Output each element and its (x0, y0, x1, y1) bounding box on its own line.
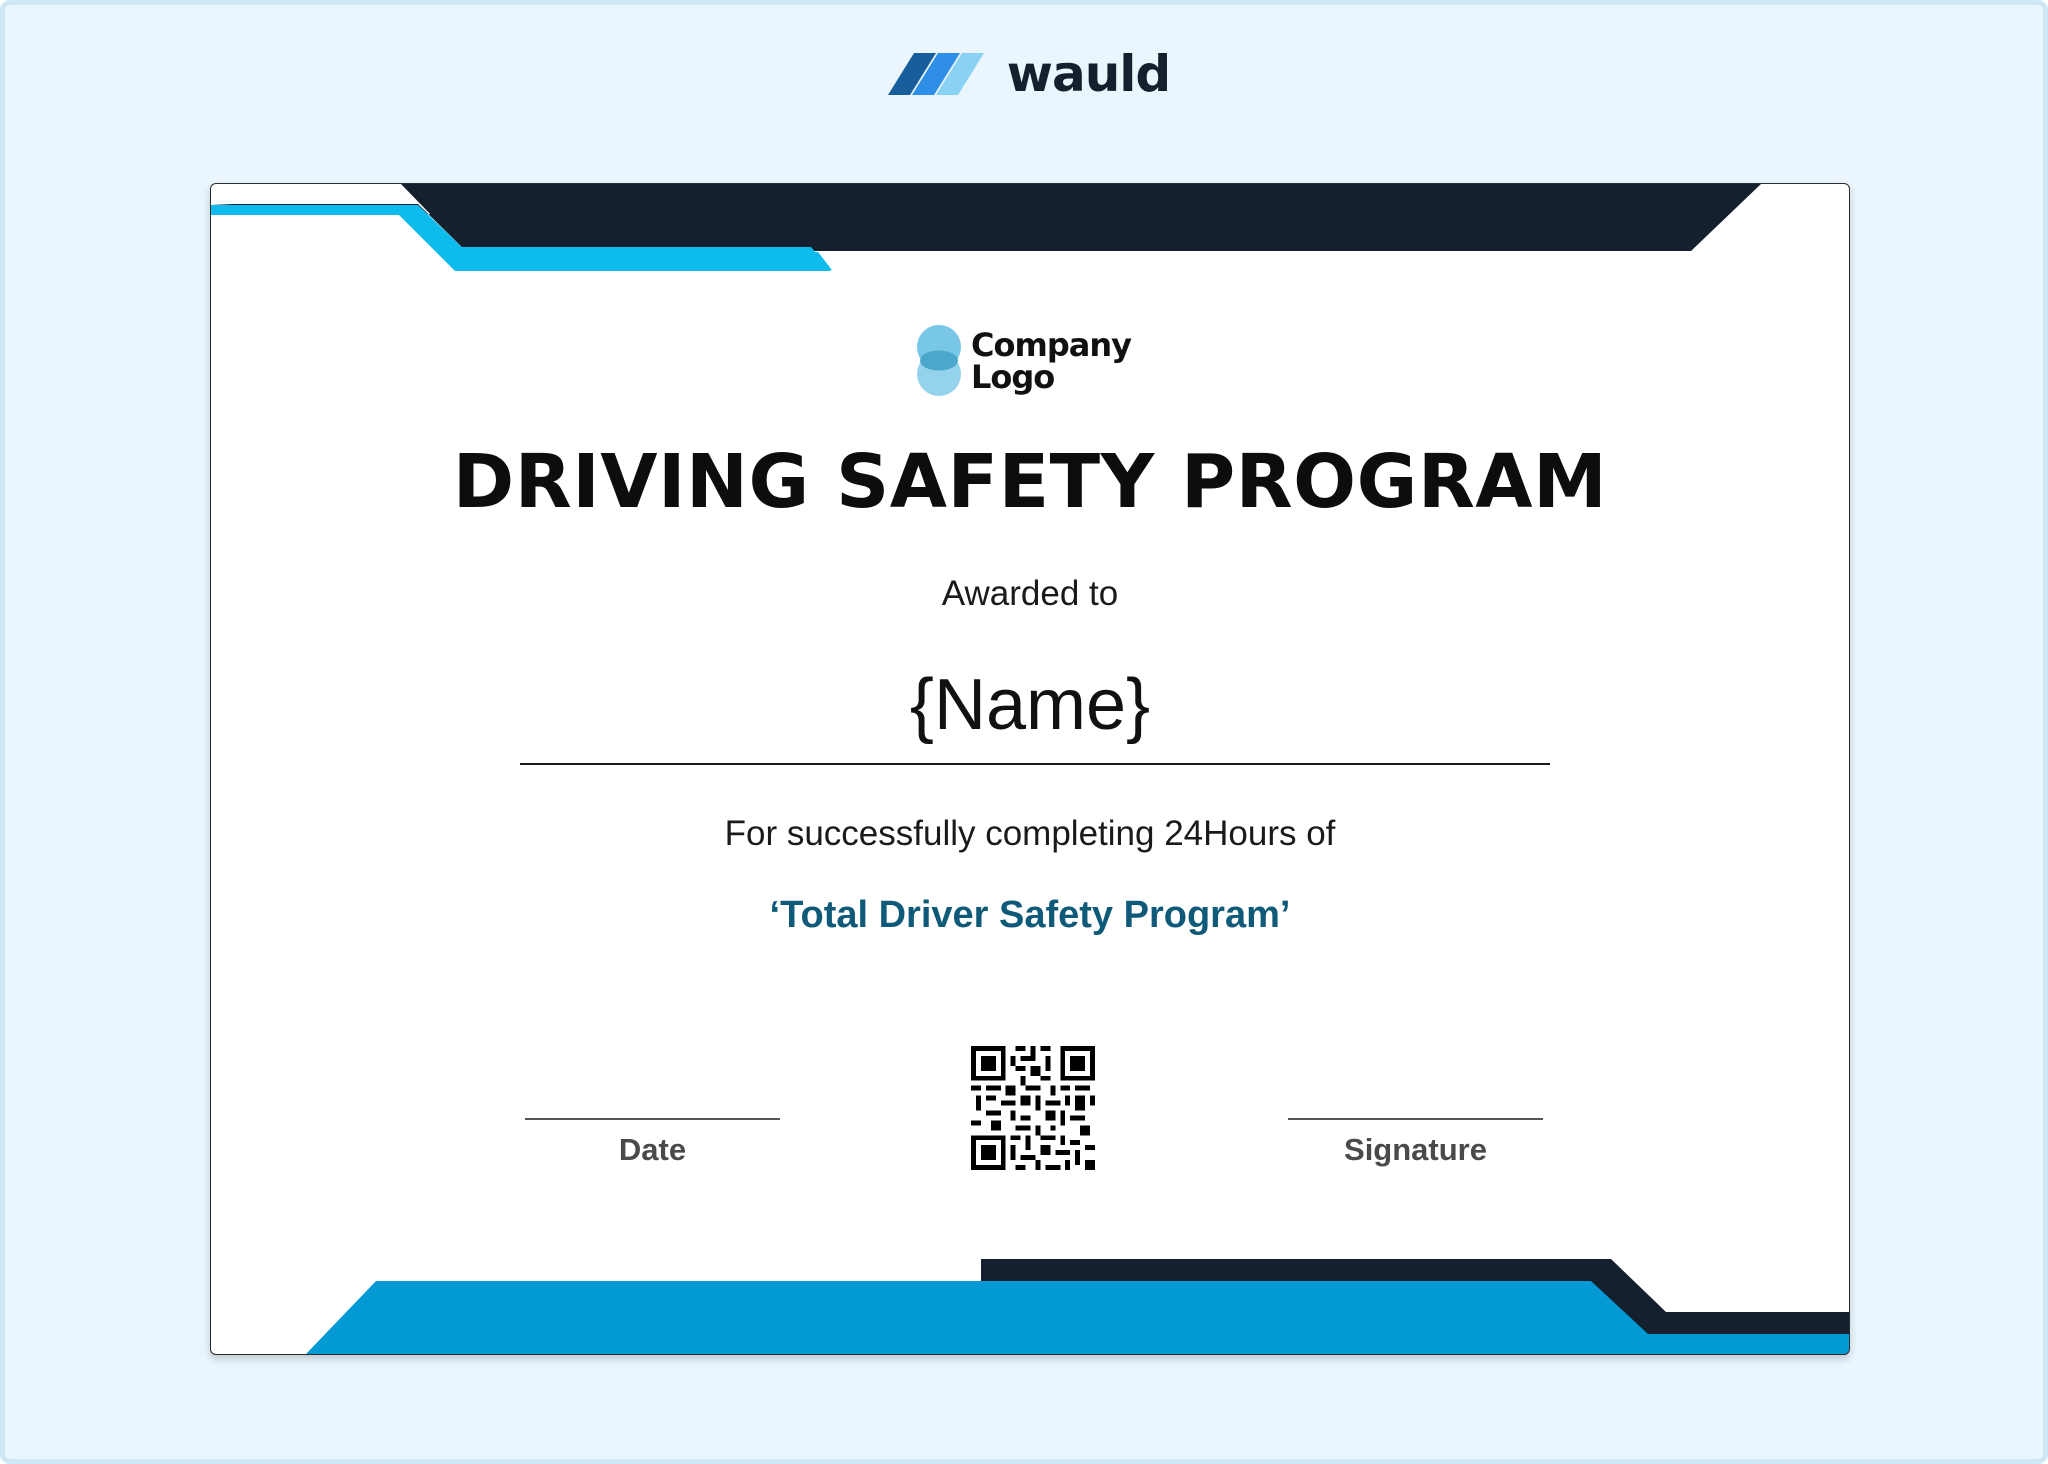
qr-code-icon (971, 1046, 1095, 1170)
signature-label: Signature (1344, 1132, 1487, 1167)
company-logo-line2: Logo (971, 358, 1055, 396)
course-name: ‘Total Driver Safety Program’ (769, 894, 1291, 936)
completion-text: For successfully completing 24Hours of (724, 814, 1336, 853)
recipient-name: {Name} (909, 665, 1151, 745)
name-underline (520, 763, 1550, 765)
signature-line (1288, 1118, 1543, 1120)
certificate-title: DRIVING SAFETY PROGRAM (452, 439, 1608, 525)
certificate (210, 183, 1850, 1355)
wauld-logo-icon (888, 49, 993, 99)
brand-name: wauld (1006, 45, 1171, 103)
awarded-to-label: Awarded to (941, 574, 1119, 613)
date-label: Date (618, 1132, 687, 1167)
company-logo-text (971, 326, 1131, 396)
company-logo-icon (913, 324, 965, 398)
brand-header (5, 45, 2048, 103)
company-logo (210, 324, 1841, 398)
date-line (525, 1118, 780, 1120)
company-logo-line1: Company (971, 326, 1131, 364)
